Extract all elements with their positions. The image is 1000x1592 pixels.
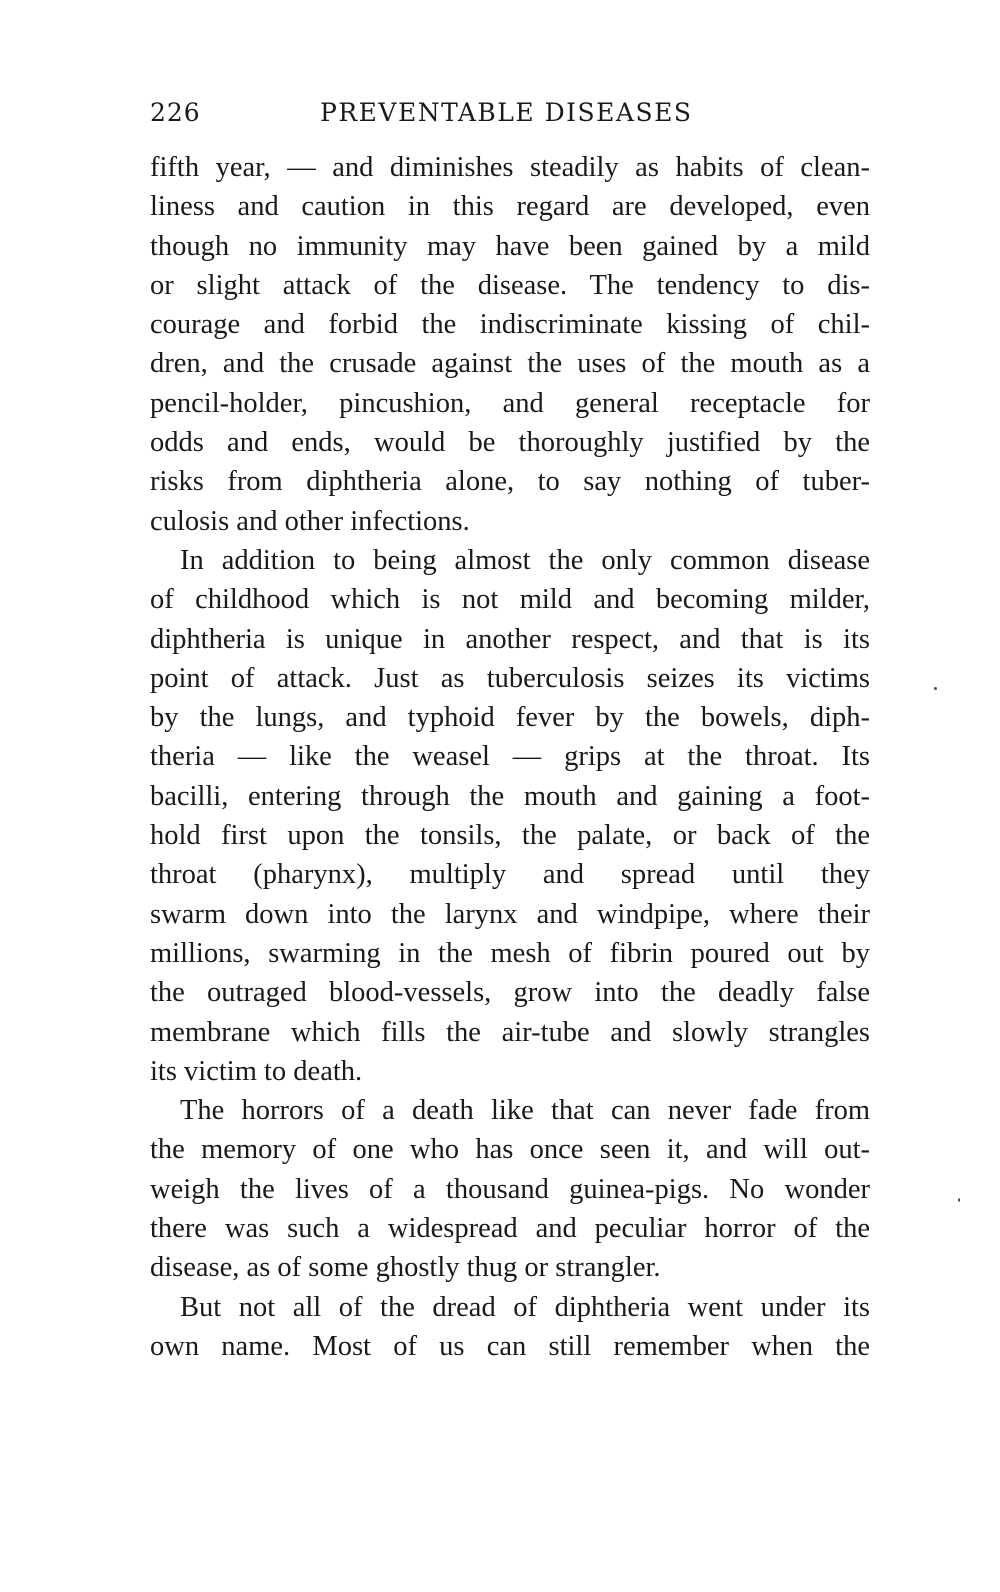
text-line: courage and forbid the indiscriminate kissing of chil-: [150, 309, 870, 341]
text-line: though no immunity may have been gained by a mild: [150, 230, 870, 262]
text-line: But not all of the dread of diphtheria went under its: [180, 1291, 870, 1323]
print-speck: [934, 687, 937, 690]
text-line: its victim to death.: [150, 1055, 363, 1087]
page-header: [150, 98, 710, 134]
text-line: theria — like the weasel — grips at the throat. Its: [150, 741, 870, 773]
text-line: odds and ends, would be thoroughly justified by the: [150, 427, 870, 459]
text-line: The horrors of a death like that can never fade from: [180, 1095, 870, 1127]
text-line: point of attack. Just as tuberculosis seizes its victims: [150, 662, 870, 694]
text-line: fifth year, — and diminishes steadily as habits of clean-: [150, 152, 870, 183]
print-speck: [958, 1198, 960, 1202]
text-line: dren, and the crusade against the uses of the mouth as a: [150, 348, 870, 380]
text-line: bacilli, entering through the mouth and gaining a foot-: [150, 780, 870, 812]
text-line: pencil-holder, pincushion, and general receptacle for: [150, 387, 870, 419]
text-line: the memory of one who has once seen it, and will out-: [150, 1134, 870, 1166]
text-line: membrane which fills the air-tube and slowly strangles: [150, 1016, 870, 1048]
page-number: 226: [150, 98, 201, 127]
text-line: culosis and other infections.: [150, 505, 470, 537]
text-line: the outraged blood-vessels, grow into the deadly false: [150, 977, 870, 1009]
text-line: millions, swarming in the mesh of fibrin poured out by: [150, 937, 870, 969]
text-line: by the lungs, and typhoid fever by the bowels, diph-: [150, 702, 870, 734]
paragraph: [150, 1091, 870, 1287]
paragraph: [150, 148, 870, 541]
running-title: PREVENTABLE DISEASES: [320, 98, 693, 127]
text-line: or slight attack of the disease. The tendency to dis-: [150, 269, 870, 301]
body-text: [150, 148, 870, 1366]
text-line: liness and caution in this regard are developed, even: [150, 191, 870, 223]
text-line: swarm down into the larynx and windpipe, where their: [150, 898, 870, 930]
text-line: disease, as of some ghostly thug or strangler.: [150, 1252, 661, 1284]
text-line: hold first upon the tonsils, the palate, or back of the: [150, 820, 870, 852]
text-line: diphtheria is unique in another respect, and that is its: [150, 623, 870, 655]
text-line: weigh the lives of a thousand guinea-pigs. No wonder: [150, 1173, 870, 1205]
text-line: throat (pharynx), multiply and spread until they: [150, 859, 870, 891]
text-line: own name. Most of us can still remember when the: [150, 1330, 870, 1362]
text-line: In addition to being almost the only common disease: [180, 544, 870, 576]
text-line: of childhood which is not mild and becoming milder,: [150, 584, 870, 616]
paragraph: [150, 541, 870, 1091]
text-line: there was such a widespread and peculiar horror of the: [150, 1213, 870, 1245]
paragraph: [150, 1288, 870, 1367]
text-line: risks from diphtheria alone, to say nothing of tuber-: [150, 466, 870, 498]
